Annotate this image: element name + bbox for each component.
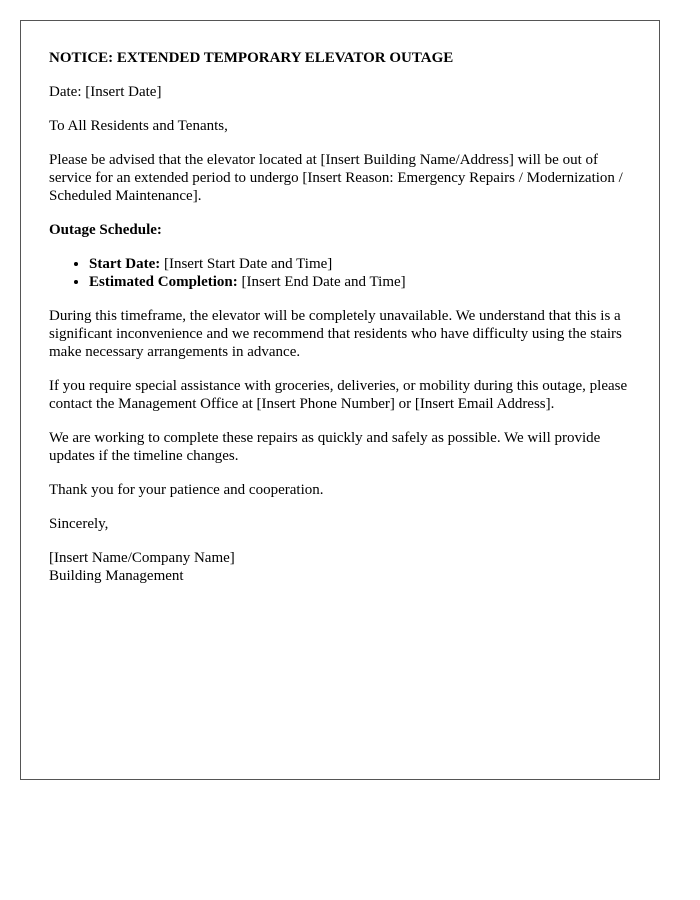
- schedule-heading: Outage Schedule:: [49, 222, 162, 238]
- date-line: Date: [Insert Date]: [49, 84, 162, 100]
- notice-content: [49, 49, 639, 585]
- schedule-item-label: Start Date:: [89, 256, 161, 272]
- signature-org: Building Management: [49, 568, 184, 584]
- schedule-item-label: Estimated Completion:: [89, 274, 238, 290]
- timeframe-paragraph: During this timeframe, the elevator will be completely unavailable. We understand that this is a significant inconvenience and we recommend that residents who have difficulty using the stairs make necessary arrangements in advance.: [49, 308, 622, 360]
- schedule-item-completion: [89, 273, 639, 291]
- signature-block: [49, 549, 639, 585]
- intro-paragraph: Please be advised that the elevator located at [Insert Building Name/Address] will be out of service for an extended period to undergo [Insert Reason: Emergency Repairs / Modernization / Scheduled Maintenance].: [49, 152, 623, 204]
- salutation: To All Residents and Tenants,: [49, 118, 228, 134]
- closing-line: Sincerely,: [49, 516, 109, 532]
- signature-name: [Insert Name/Company Name]: [49, 550, 235, 566]
- updates-paragraph: We are working to complete these repairs as quickly and safely as possible. We will provide updates if the timeline changes.: [49, 430, 601, 464]
- notice-title: NOTICE: EXTENDED TEMPORARY ELEVATOR OUTAGE: [49, 50, 454, 66]
- assistance-paragraph: If you require special assistance with groceries, deliveries, or mobility during this outage, please contact the Management Office at [Insert Phone Number] or [Insert Email Address].: [49, 378, 628, 412]
- schedule-item-value: [Insert Start Date and Time]: [160, 256, 333, 272]
- thanks-line: Thank you for your patience and cooperation.: [49, 482, 324, 498]
- schedule-list: [49, 255, 639, 291]
- schedule-item-value: [Insert End Date and Time]: [237, 274, 406, 290]
- notice-page: [20, 20, 660, 780]
- schedule-item-start: [89, 255, 639, 273]
